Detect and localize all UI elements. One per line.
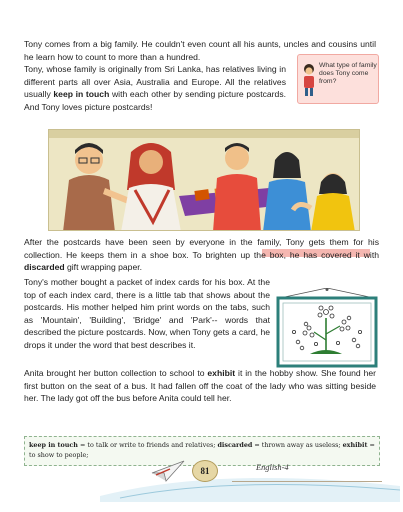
glossary-term-keep-in-touch: keep in touch bbox=[29, 441, 78, 449]
intro-line-1: Tony comes from a big family. He couldn't even count all his aunts, uncles and cousins until he learn how to count to more than a hundred. bbox=[24, 39, 376, 62]
keyword-keep-in-touch: keep in touch bbox=[53, 89, 110, 100]
glossary-def-discarded: = thrown away as useless; bbox=[252, 441, 343, 449]
page-number: 81 bbox=[192, 460, 218, 482]
keyword-discarded: discarded bbox=[24, 262, 65, 273]
glossary-term-exhibit: exhibit bbox=[342, 441, 368, 449]
button-flower-picture bbox=[276, 288, 378, 368]
intro-body bbox=[24, 63, 286, 113]
mother-paragraph: Tony's mother bought a packet of index cards for his box. At the top of each index card, there is a little tab that shows about the postcards. His mother helped him print words on the tabs, such as 'Mountain', 'Building', 'Bridge' and 'Park'-- words that described the picture postcards. Now, when Tony gets a card, he drops it under the word that best describes it. bbox=[24, 277, 270, 350]
intro-line-3: with each other by sending picture postcards. And Tony loves picture postcards! bbox=[24, 89, 287, 112]
question-text: What type of family does Tony come from? bbox=[319, 62, 377, 85]
question-callout bbox=[297, 54, 379, 104]
family-illustration bbox=[48, 129, 360, 231]
after-text-start: After the postcards have been seen by everyone in the family, Tony gets them for his collection. He keeps them in a shoe box. To brighten up the box, he has covered it with bbox=[24, 237, 379, 260]
anita-paragraph bbox=[24, 367, 376, 405]
footer-rule bbox=[232, 470, 382, 482]
thinking-child-icon bbox=[301, 63, 317, 97]
keyword-exhibit: exhibit bbox=[207, 368, 236, 378]
after-paragraph bbox=[24, 236, 379, 274]
after-text-end: gift wrapping paper. bbox=[64, 262, 143, 273]
glossary-def-exhibit: = to show to people; bbox=[29, 441, 375, 459]
intro-line-2: Tony, whose family is originally from Sri Lanka, has relatives living in different parts all over Asia, Australia and Europe. All the relatives usually bbox=[24, 64, 286, 100]
family-scene-image bbox=[49, 130, 360, 231]
book-series-label: English-4 bbox=[256, 463, 289, 472]
button-collection-frame bbox=[276, 288, 378, 368]
glossary-term-discarded: discarded bbox=[217, 441, 253, 449]
glossary-def-keep-in-touch: = to talk or write to friends and relatives; bbox=[77, 441, 218, 449]
anita-text-end: it in the hobby show. She found her first button on the seat of a bus. It had fallen off the coat of the lady who was sitting beside her. The lady got off the bus before Anita could tell her. bbox=[24, 368, 376, 404]
paper-plane-icon bbox=[150, 455, 186, 485]
anita-text-start: Anita brought her button collection to school to bbox=[24, 368, 208, 378]
